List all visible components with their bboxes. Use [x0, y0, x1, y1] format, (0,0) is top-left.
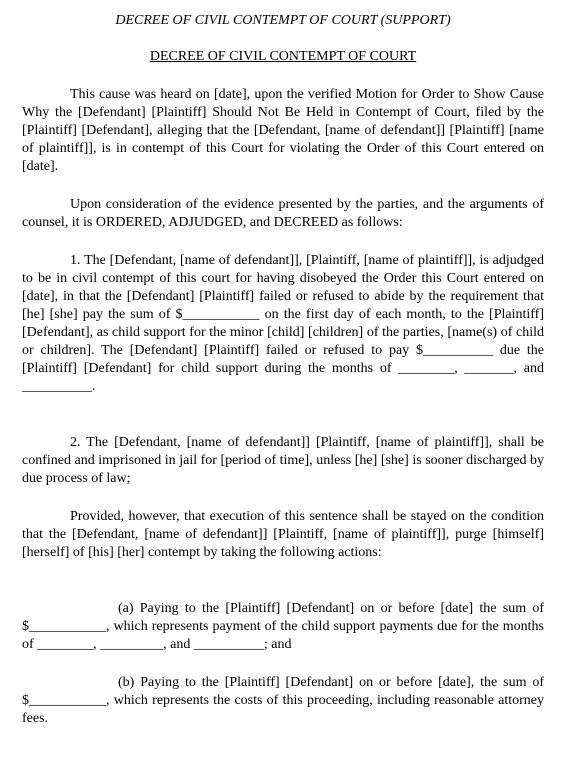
- paragraph-provided: Provided, however, that execution of this sentence shall be stayed on the condition that the [Defendant, [name of defendant]] [Plaintiff, [name of plaintiff]], purge [himself] [herself] of [his] [her] contempt by taking the following actions:: [22, 509, 544, 560]
- paragraph-consideration: Upon consideration of the evidence presented by the parties, and the arguments of counsel, it is ORDERED, ADJUDGED, and DECREED as follows:: [22, 197, 544, 230]
- paragraph-action-a: (a) Paying to the [Plaintiff] [Defendant] on or before [date] the sum of $___________, which represents payment of the child support payments due for the months of ________, _________, and __________; and: [22, 601, 544, 652]
- header-title: DECREE OF CIVIL CONTEMPT OF COURT (SUPPORT): [115, 13, 451, 28]
- paragraph-item-2: 2. The [Defendant, [name of defendant]] [Plaintiff, [name of plaintiff]], shall be confined and imprisoned in jail for [period of time], unless [he] [she] is sooner discharged by due process of law;: [22, 435, 544, 486]
- paragraph-hearing: This cause was heard on [date], upon the verified Motion for Order to Show Cause Why the [Defendant] [Plaintiff] Should Not Be Held in Contempt of Court, filed by the [Plaintiff] [Defendant], alleging that the [Defendant, [name of defendant]] [Plaintiff] [name of plaintiff]], is in contempt of this Court for violating the Order of this Court entered on [date].: [22, 87, 544, 174]
- document-title: DECREE OF CIVIL CONTEMPT OF COURT: [149, 49, 417, 64]
- paragraph-action-b: (b) Paying to the [Plaintiff] [Defendant] on or before [date], the sum of $___________, which represents the costs of this proceeding, including reasonable attorney fees.: [22, 675, 544, 726]
- paragraph-item-1: 1. The [Defendant, [name of defendant]], [Plaintiff, [name of plaintiff]], is adjudged to be in civil contempt of this court for having disobeyed the Order this Court entered on [date], in that the [Defendant] [Plaintiff] failed or refused to abide by the requirement that [he] [she] pay the sum of $___________ on the first day of each month, to the [Plaintiff] [Defendant], as child support for the minor [child] [children] of the parties, [name(s) of child or children]. The [Defendant] [Plaintiff] failed or refused to pay $__________ due the [Plaintiff] [Defendant] for child support during the months of ________, _______, and __________.: [22, 253, 544, 394]
